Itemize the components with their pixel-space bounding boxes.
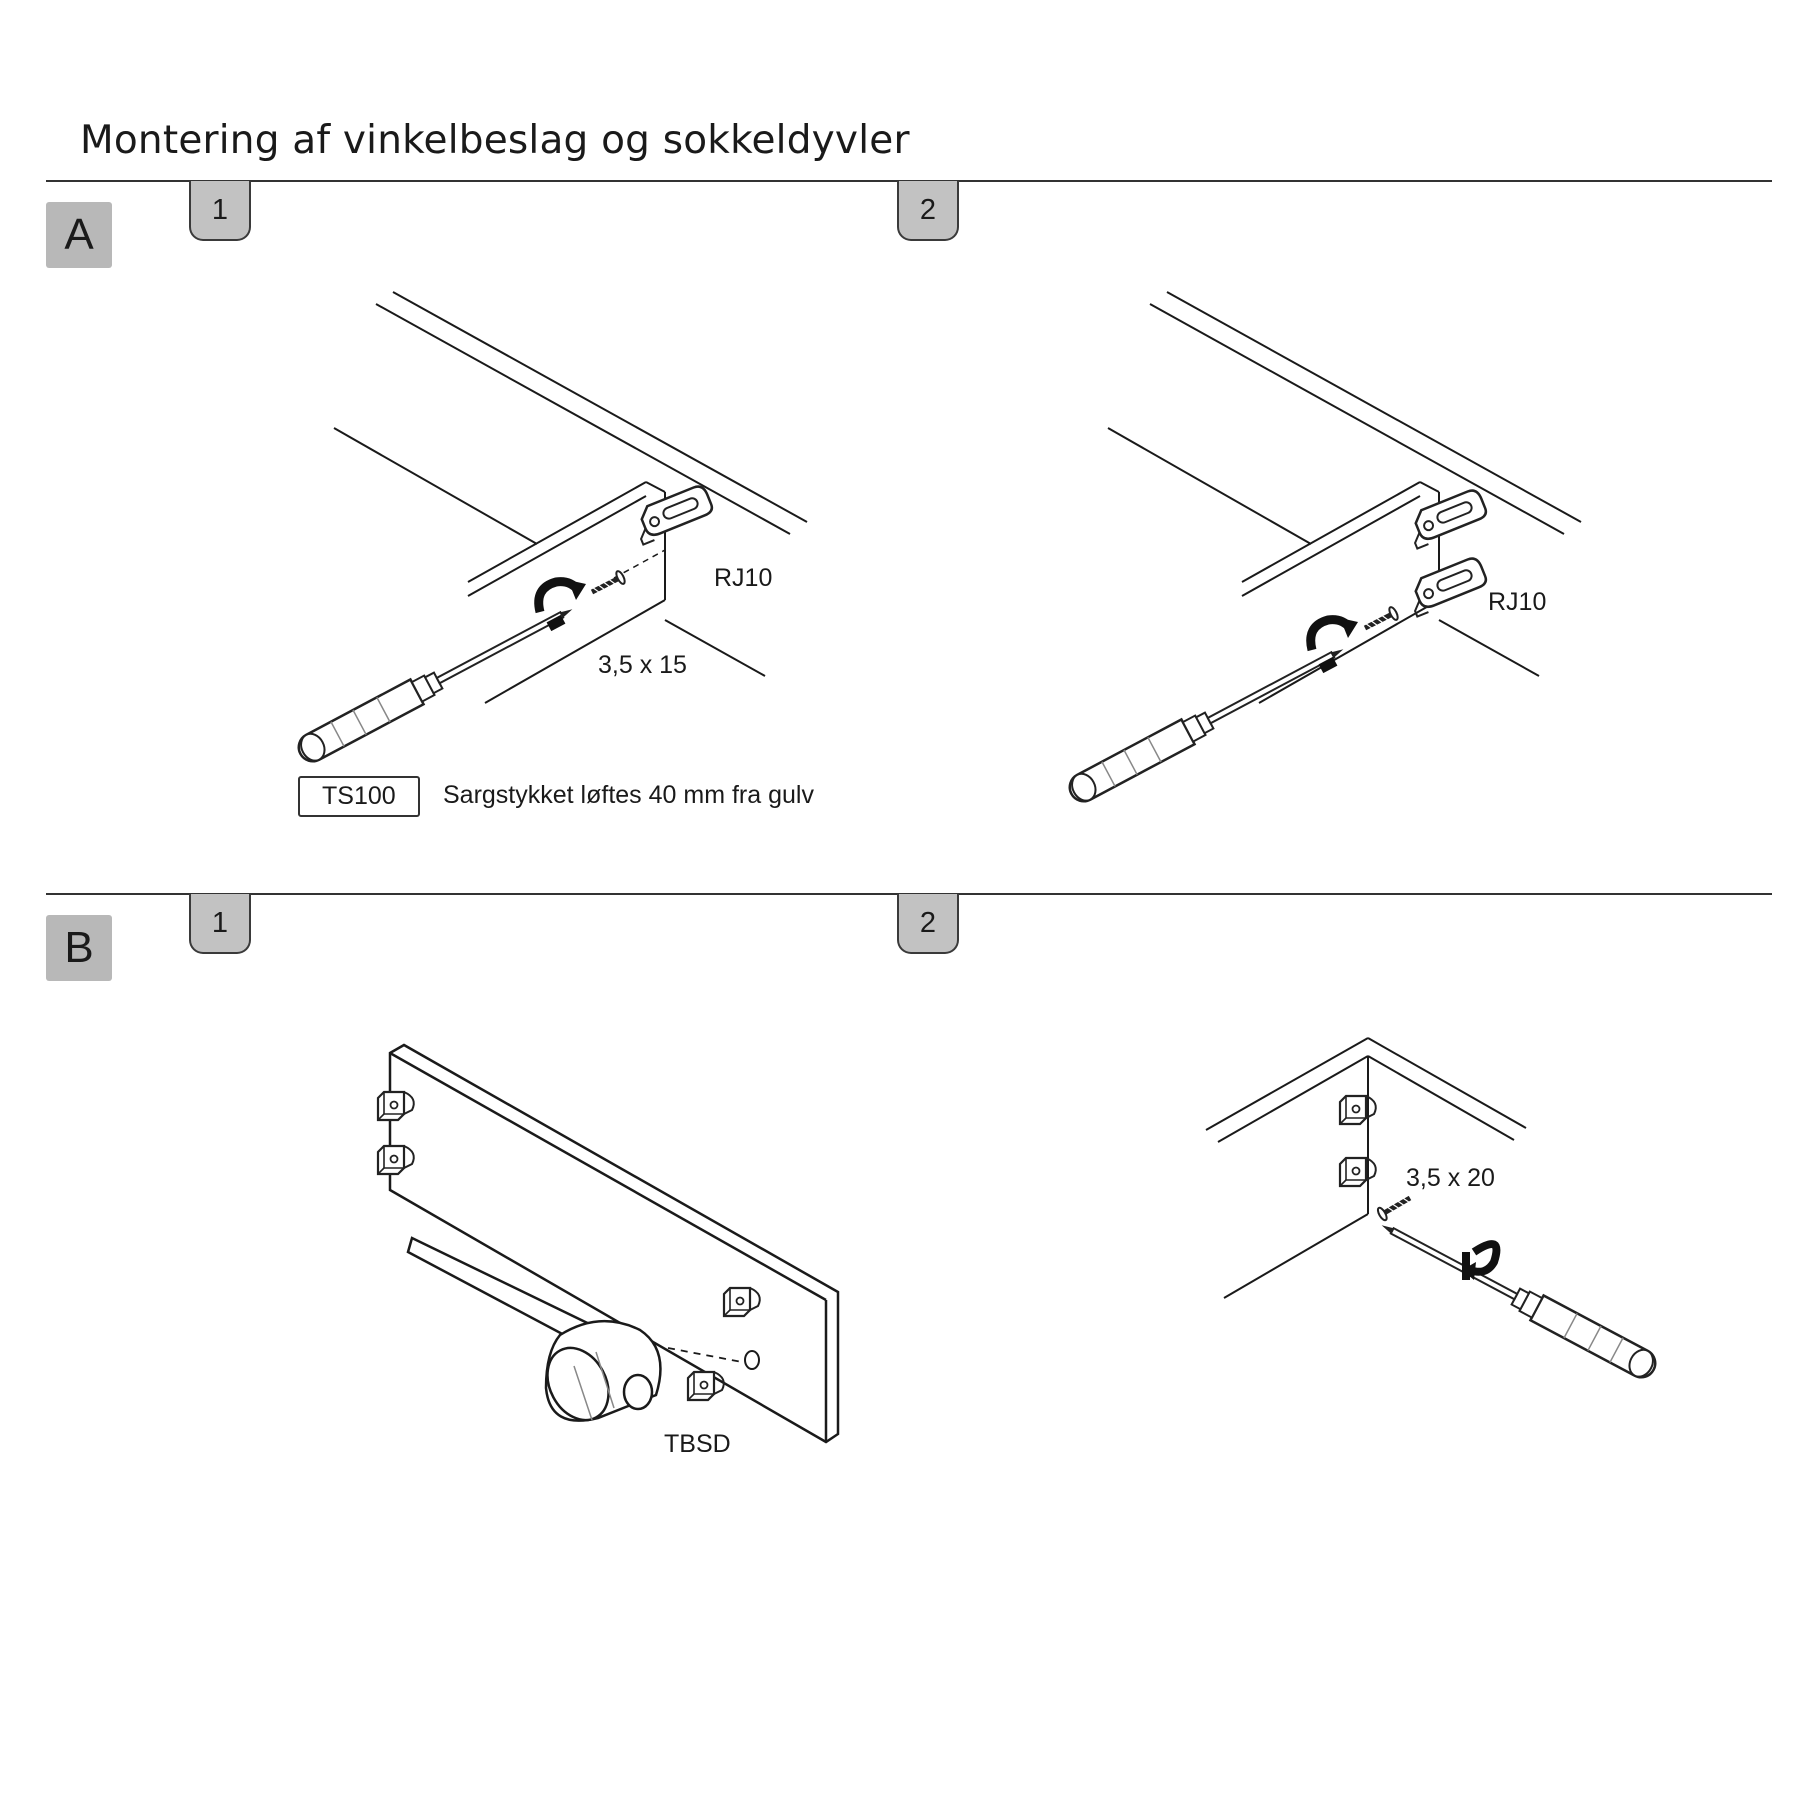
a2-bracket-label: RJ10 [1488,588,1547,616]
section-a-step-1-tab: 1 [189,181,251,241]
b2-edge-bottom [1224,1214,1368,1298]
a1-code-box: TS100 [298,776,420,817]
a1-screwdriver-icon [294,597,579,766]
b2-edge-right-top-2 [1368,1056,1514,1140]
a2-floor-edge [1439,620,1539,676]
a1-panel-corner [646,482,665,492]
a2-edge-back-2 [1167,292,1581,522]
b2-edge-right-top [1368,1038,1526,1128]
b2-screw-label: 3,5 x 20 [1406,1164,1495,1192]
b2-plinth-dowel-upper-icon [1340,1096,1376,1124]
a2-screw-icon [1362,606,1400,634]
a1-edge-back-1 [376,304,790,534]
b1-part-label: TBSD [664,1430,731,1458]
a2-panel-bottom [1259,600,1439,703]
section-b-step-2-tab: 2 [897,894,959,954]
a1-bracket-label: RJ10 [714,564,773,592]
a2-screwdriver-icon [1065,637,1350,806]
a1-screw-icon [589,570,627,598]
a2-panel-corner [1420,482,1439,492]
a2-edge-back-1 [1150,304,1564,534]
a2-angle-bracket-lower-icon [1405,556,1490,617]
a2-panel-top-edge [1242,482,1420,582]
a1-angle-bracket-icon [631,484,716,545]
section-a-badge: A [46,202,112,268]
a1-illustration [334,292,807,703]
b2-screwdriver-icon [1375,1213,1660,1382]
b2-plinth-dowel-lower-icon [1340,1158,1376,1186]
a2-illustration [1108,292,1581,703]
a1-panel-top-edge [468,482,646,582]
page-title: Montering af vinkelbeslag og sokkeldyvler [80,118,910,163]
a1-edge-left [334,428,537,544]
a1-edge-back-2 [393,292,807,522]
a1-note: Sargstykket løftes 40 mm fra gulv [443,781,814,809]
b2-rotation-arrow-icon [1462,1244,1497,1280]
section-a-step-2-tab: 2 [897,181,959,241]
b2-screw-icon [1376,1192,1413,1222]
section-b-badge: B [46,915,112,981]
a2-edge-left [1108,428,1311,544]
a2-panel-top-edge-2 [1242,496,1420,596]
a1-screw-label: 3,5 x 15 [598,651,687,679]
section-b-step-1-tab: 1 [189,894,251,954]
